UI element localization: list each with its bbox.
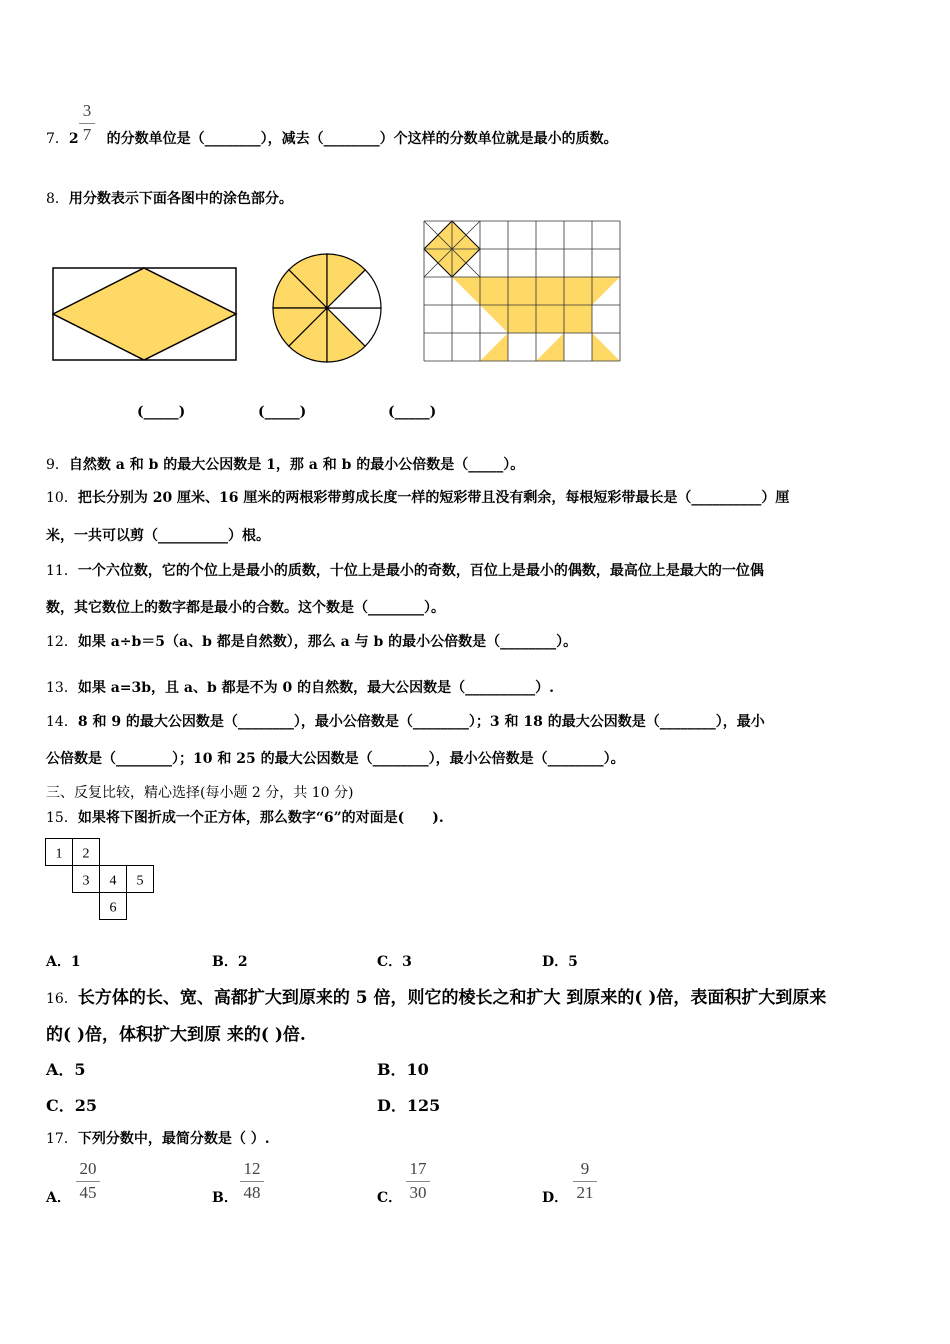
q8-answer-blank-1[interactable]: (_____): [137, 404, 186, 420]
q14-line-1: 8 和 9 的最大公因数是（________），最小公倍数是（________）；3 和 18 的最大公因数是（________），最小: [77, 714, 765, 730]
q17-option-b-numerator: 12: [243, 1159, 261, 1178]
q17-option-d-numerator: 9: [580, 1159, 590, 1178]
q11-number: 11．: [46, 563, 78, 579]
question-15: [46, 807, 444, 827]
net-label-2: 2: [82, 846, 90, 862]
q15-option-c-value: 3: [402, 954, 412, 970]
question-11: [46, 560, 764, 580]
q15-option-a-label: A．: [46, 954, 71, 970]
q8-answer-blank-3[interactable]: (_____): [388, 404, 437, 420]
q16-option-b[interactable]: [377, 1057, 429, 1080]
q17-option-b-denominator: 48: [243, 1183, 261, 1202]
q17-option-b-fraction[interactable]: [240, 1160, 264, 1202]
q16-line-2: 的( )倍，体积扩大到原 来的( )倍.: [46, 1025, 306, 1045]
cube-net: [45, 838, 159, 924]
net-label-6: 6: [109, 900, 117, 916]
question-8: [46, 188, 293, 208]
question-16: [46, 983, 826, 1008]
q17-option-d-fraction[interactable]: [573, 1160, 597, 1202]
section-3-title: 三、反复比较，精心选择(每小题 2 分，共 10 分): [46, 785, 354, 801]
rhombus-figure: [52, 267, 238, 363]
q7-text: 的分数单位是（________），减去（________）个这样的分数单位就是最小的质数。: [106, 131, 618, 147]
q15-number: 15．: [46, 810, 78, 826]
q15-option-a-value: 1: [70, 954, 81, 970]
q15-option-d[interactable]: [542, 951, 578, 971]
q14-number: 14．: [46, 714, 78, 730]
q16-option-d[interactable]: [377, 1093, 440, 1116]
q7-fraction-denominator: 7: [82, 125, 92, 144]
q15-option-d-value: 5: [568, 954, 578, 970]
q17-number: 17．: [46, 1131, 78, 1147]
q10-line-2: 米，一共可以剪（__________）根。: [46, 528, 270, 544]
q16-option-c[interactable]: [46, 1093, 97, 1116]
q8-number: 8．: [46, 191, 69, 207]
circle-figure: [270, 251, 384, 365]
question-13: [46, 677, 554, 697]
q17-option-a-numerator: 20: [79, 1159, 97, 1178]
q13-text: 如果 a=3b，且 a、b 都是不为 0 的自然数，最大公因数是（__________）.: [77, 680, 555, 696]
net-label-4: 4: [109, 873, 117, 889]
q15-option-b[interactable]: [212, 951, 248, 971]
q7-number: 7．: [46, 131, 69, 147]
q16-option-a-label: A．: [46, 1060, 75, 1079]
net-label-5: 5: [136, 873, 144, 889]
q16-option-b-value: 10: [406, 1060, 429, 1079]
q9-number: 9．: [46, 457, 69, 473]
q11-line-1: 一个六位数，它的个位上是最小的质数，十位上是最小的奇数，百位上是最小的偶数，最高位上是最大的一位偶: [77, 563, 764, 579]
q10-line-1: 把长分别为 20 厘米、16 厘米的两根彩带剪成长度一样的短彩带且没有剩余，每根短彩带最长是（__________）厘: [77, 490, 790, 506]
question-12: [46, 631, 577, 651]
q17-option-b-label[interactable]: B．: [212, 1190, 238, 1206]
q15-option-b-label: B．: [212, 954, 238, 970]
q17-option-a-denominator: 45: [79, 1183, 97, 1202]
q16-option-b-label: B．: [377, 1060, 407, 1079]
q17-option-d-denominator: 21: [576, 1183, 594, 1202]
net-label-1: 1: [55, 846, 63, 862]
q15-option-a[interactable]: [46, 951, 81, 971]
q16-line-1: 长方体的长、宽、高都扩大到原来的 5 倍，则它的棱长之和扩大 到原来的( )倍，表面积扩大到原来: [77, 988, 827, 1008]
question-9: [46, 454, 524, 474]
q16-option-d-value: 125: [406, 1096, 441, 1115]
q17-option-a-label[interactable]: A．: [46, 1190, 71, 1206]
q17-text: 下列分数中，最简分数是（ ）.: [77, 1131, 270, 1147]
q16-option-a[interactable]: [46, 1057, 86, 1080]
question-7: [46, 125, 618, 148]
q15-option-c-label: C．: [377, 954, 403, 970]
q15-text: 如果将下图折成一个正方体，那么数字“6”的对面是( ).: [77, 810, 444, 826]
q11-line-2: 数，其它数位上的数字都是最小的合数。这个数是（________）。: [46, 600, 445, 616]
q10-number: 10．: [46, 490, 78, 506]
q17-option-c-label[interactable]: C．: [377, 1190, 403, 1206]
q16-option-c-value: 25: [74, 1096, 98, 1115]
q15-option-d-label: D．: [542, 954, 569, 970]
q12-number: 12．: [46, 634, 78, 650]
question-10: [46, 487, 789, 507]
q16-number: 16．: [46, 991, 78, 1007]
q13-number: 13．: [46, 680, 78, 696]
q17-option-a-fraction[interactable]: [76, 1160, 100, 1202]
q9-text: 自然数 a 和 b 的最大公因数是 1，那 a 和 b 的最小公倍数是（_____）。: [68, 457, 525, 473]
q8-answer-blank-2[interactable]: (_____): [258, 404, 307, 420]
q8-text: 用分数表示下面各图中的涂色部分。: [68, 191, 293, 207]
q14-line-2: 公倍数是（________）；10 和 25 的最大公因数是（________），最小公倍数是（________）。: [46, 751, 625, 767]
net-label-3: 3: [82, 873, 90, 889]
q16-option-c-label: C．: [46, 1096, 75, 1115]
q16-option-a-value: 5: [74, 1060, 86, 1079]
q17-option-c-numerator: 17: [409, 1159, 427, 1178]
q15-option-b-value: 2: [237, 954, 248, 970]
q12-text: 如果 a÷b＝5（a、b 都是自然数），那么 a 与 b 的最小公倍数是（________）。: [77, 634, 578, 650]
question-17: [46, 1128, 270, 1148]
q7-fraction-numerator: 3: [82, 101, 92, 120]
q17-option-d-label[interactable]: D．: [542, 1190, 569, 1206]
q7-whole: 2: [68, 131, 79, 147]
grid-figure: [423, 220, 623, 368]
q17-option-c-fraction[interactable]: [406, 1160, 430, 1202]
q16-option-d-label: D．: [377, 1096, 407, 1115]
q17-option-c-denominator: 30: [409, 1183, 427, 1202]
q15-option-c[interactable]: [377, 951, 412, 971]
question-14: [46, 711, 765, 731]
